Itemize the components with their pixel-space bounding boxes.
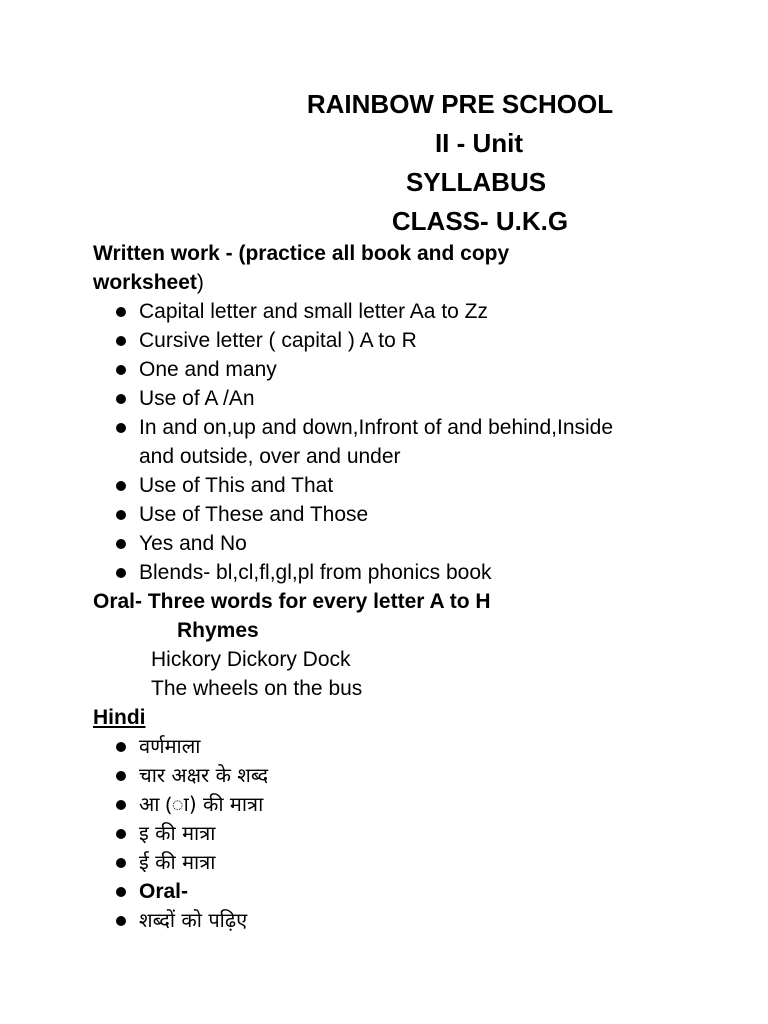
written-work-heading: Written work - (practice all book and copy	[93, 242, 510, 265]
bullet-icon	[116, 394, 126, 404]
bullet-icon	[116, 481, 126, 491]
school-name: RAINBOW PRE SCHOOL	[306, 89, 614, 119]
hindi-item: वर्णमाला	[139, 734, 201, 758]
hindi-item: चार अक्षर के शब्द	[139, 763, 269, 787]
bullet-icon	[116, 510, 126, 520]
bullet-icon	[116, 539, 126, 549]
bullet-icon	[116, 887, 126, 897]
class-label: CLASS- U.K.G	[391, 206, 569, 236]
hindi-item: ई की मात्रा	[139, 850, 216, 874]
list-item: Use of A /An	[139, 387, 255, 410]
bullet-icon	[116, 336, 126, 346]
list-item: Yes and No	[139, 532, 247, 555]
list-item: One and many	[139, 358, 277, 381]
bullet-icon	[116, 423, 126, 433]
rhymes-heading: Rhymes	[177, 619, 259, 642]
worksheet-word: worksheet	[93, 271, 197, 294]
list-item: Capital letter and small letter Aa to Zz	[139, 300, 488, 323]
list-item: Use of This and That	[139, 474, 334, 497]
bullet-icon	[116, 568, 126, 578]
list-item: In and on,up and down,Infront of and behind,Inside	[139, 416, 614, 439]
bullet-icon	[116, 307, 126, 317]
bullet-icon	[116, 858, 126, 868]
list-item-continuation: and outside, over and under	[139, 445, 401, 468]
unit-label: II - Unit	[434, 128, 524, 158]
bullet-icon	[116, 771, 126, 781]
hindi-item: इ की मात्रा	[139, 821, 216, 845]
bullet-icon	[116, 800, 126, 810]
hindi-oral-item: Oral-	[139, 880, 189, 903]
closing-paren: )	[196, 271, 204, 294]
written-work-heading-cont	[93, 268, 204, 297]
hindi-heading: Hindi	[93, 706, 146, 729]
hindi-item: शब्दों को पढ़िए	[139, 908, 248, 932]
bullet-icon	[116, 742, 126, 752]
rhyme-item: Hickory Dickory Dock	[151, 648, 351, 671]
rhyme-item: The wheels on the bus	[151, 677, 363, 700]
oral-line: Oral- Three words for every letter A to H	[93, 590, 491, 613]
bullet-icon	[116, 916, 126, 926]
bullet-icon	[116, 829, 126, 839]
list-item: Blends- bl,cl,fl,gl,pl from phonics book	[139, 561, 492, 584]
list-item: Cursive letter ( capital ) A to R	[139, 329, 417, 352]
syllabus-title: SYLLABUS	[405, 167, 547, 197]
list-item: Use of These and Those	[139, 503, 369, 526]
hindi-item: आ (ा) की मात्रा	[139, 792, 264, 816]
bullet-icon	[116, 365, 126, 375]
